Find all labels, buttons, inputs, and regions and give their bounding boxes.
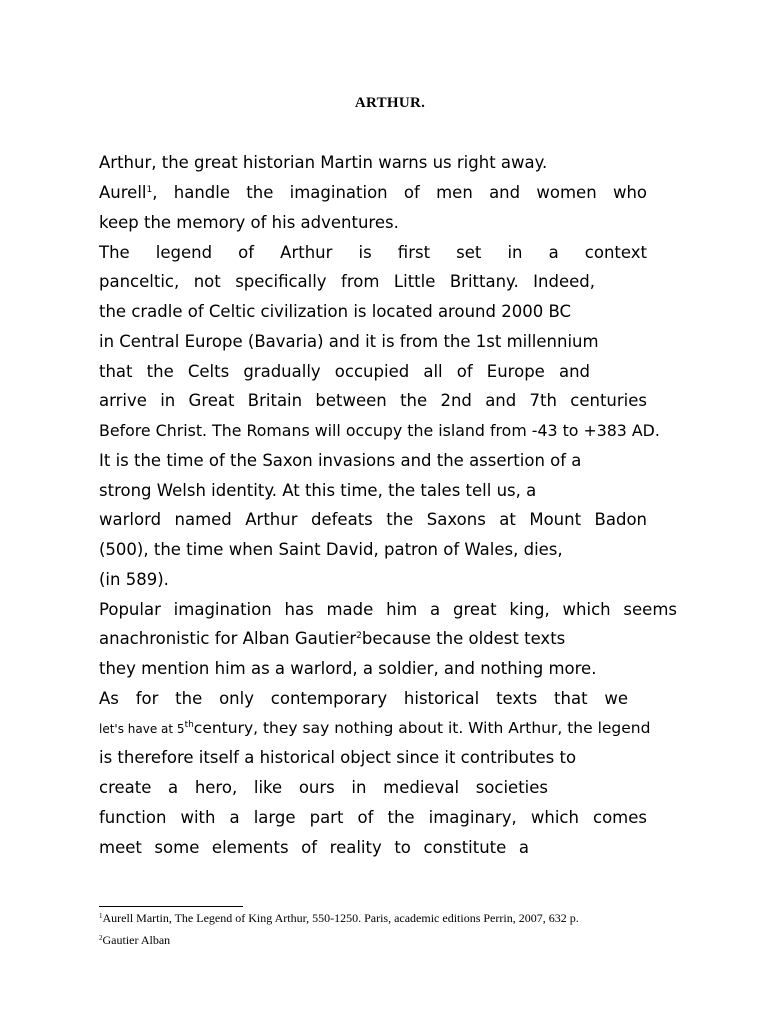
footnote-ref-1: 1 (146, 185, 153, 195)
text-line: It is the time of the Saxon invasions and the assertion of a (99, 451, 582, 470)
text-line: anachronistic for Alban Gautier$^2$because the oldest texts (99, 629, 566, 648)
text-line: As for the only contemporary historical texts that we (99, 689, 628, 708)
text-line: panceltic, not specifically from Little Brittany. Indeed, (99, 272, 595, 291)
text-line: create a hero, like ours in medieval societies (99, 778, 548, 797)
text-line: (in 589). (99, 570, 169, 589)
text-line: Before Christ. The Romans will occupy the island from -43 to +383 AD. (99, 421, 660, 440)
text-line: strong Welsh identity. At this time, the tales tell us, a (99, 481, 537, 500)
text-line: they mention him as a warlord, a soldier, and nothing more. (99, 659, 597, 678)
text-line: Aurell$^1$, handle the imagination of men and women who (99, 183, 647, 202)
text-line: Arthur, the great historian Martin warns us right away. (99, 153, 548, 172)
text-line: Popular imagination has made him a great king, which seems (99, 600, 677, 619)
text-line: meet some elements of reality to constitute a (99, 838, 529, 857)
text-line: keep the memory of his adventures. (99, 213, 399, 232)
footnote: $^1$Aurell Martin, The Legend of King Arthur, 550-1250. Paris, academic editions Perrin, 2007, 632 p. (99, 911, 579, 925)
text-line: that the Celts gradually occupied all of Europe and (99, 362, 590, 381)
text-line: let's have at 5thcentury, they say nothing about it. With Arthur, the legend (99, 719, 651, 737)
text-line: The legend of Arthur is first set in a context (99, 243, 647, 262)
footnote: $^2$Gautier Alban (99, 933, 171, 947)
text-line: in Central Europe (Bavaria) and it is from the 1st millennium (99, 332, 599, 351)
text-line: function with a large part of the imaginary, which comes (99, 808, 647, 827)
footnote-separator (99, 906, 243, 907)
text-line: arrive in Great Britain between the 2nd and 7th centuries (99, 391, 647, 410)
text-line: is therefore itself a historical object since it contributes to (99, 748, 577, 767)
text-line: warlord named Arthur defeats the Saxons at Mount Badon (99, 510, 647, 529)
document-title: ARTHUR. (354, 95, 426, 111)
text-line: the cradle of Celtic civilization is located around 2000 BC (99, 302, 571, 321)
footnote-ref-2: 2 (356, 631, 362, 641)
text-line: (500), the time when Saint David, patron of Wales, dies, (99, 540, 563, 559)
